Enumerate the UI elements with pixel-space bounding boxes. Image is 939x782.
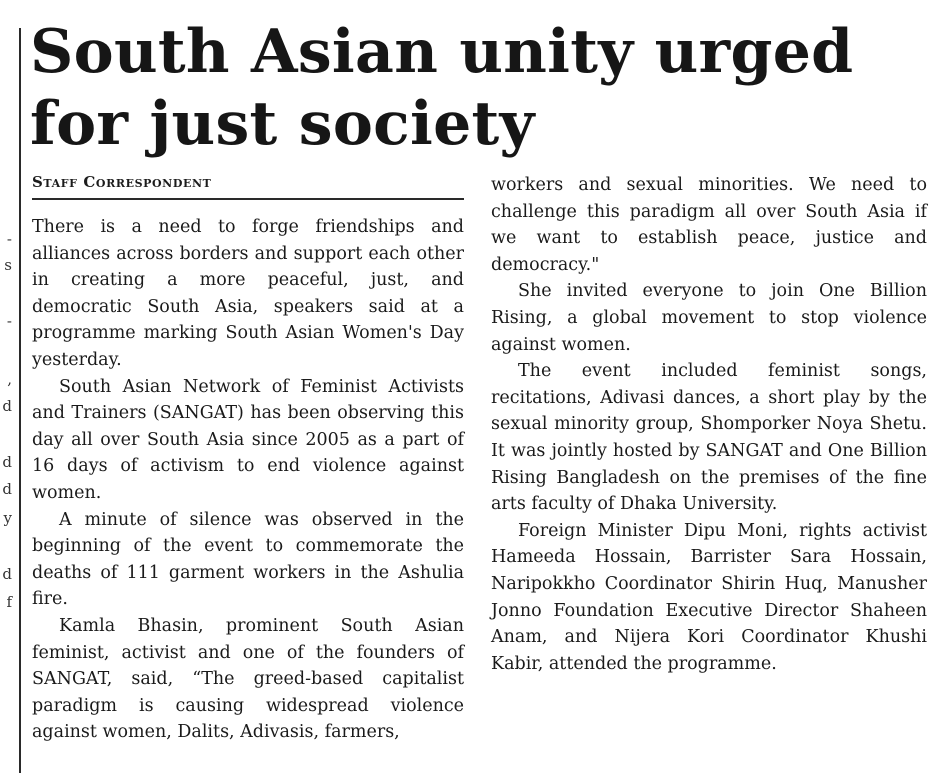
fragment: s — [4, 256, 12, 274]
adjacent-column-fragments — [0, 0, 14, 782]
article-column-2 — [491, 172, 927, 677]
fragment: y — [3, 509, 12, 527]
paragraph: Kamla Bhasin, prominent South Asian feminist, activist and one of the founders of SANGAT, said, “The greed-based capitalist paradigm is causing widespread violence against women, Dalits, Adivasis, farmers, — [32, 615, 464, 743]
paragraph: Foreign Minister Dipu Moni, rights activist Hameeda Hossain, Barrister Sara Hossain, Naripokkho Coordinator Shirin Huq, Manusher Jonno Foundation Executive Director Shaheen Anam, and Nijera Kori Coordinator Khushi Kabir, attended the programme. — [491, 520, 927, 674]
fragment: d — [2, 565, 12, 583]
fragment: d — [2, 480, 12, 498]
headline-line-2: for just society — [30, 89, 535, 159]
fragment: , — [7, 370, 12, 388]
fragment: - — [6, 230, 12, 248]
fragment: f — [6, 593, 12, 611]
paragraph: The event included feminist songs, recitations, Adivasi dances, a short play by the sexual minority group, Shomporker Noya Shetu. It was jointly hosted by SANGAT and One Billion Rising Bangladesh on the premises of the fine arts faculty of Dhaka University. — [491, 361, 927, 515]
byline: Staff Correspondent — [32, 173, 212, 191]
paragraph: There is a need to forge friendships and alliances across borders and support each other in creating a more peaceful, just, and democratic South Asia, speakers said at a programme marking South Asian Women's Day yesterday. — [32, 217, 464, 370]
paragraph: workers and sexual minorities. We need to challenge this paradigm all over South Asia if we want to establish peace, justice and democracy." — [491, 175, 927, 275]
paragraph: She invited everyone to join One Billion Rising, a global movement to stop violence against women. — [491, 281, 927, 355]
fragment: d — [2, 397, 12, 415]
headline-line-1: South Asian unity urged — [30, 17, 854, 87]
column-divider-rule — [19, 28, 21, 773]
paragraph: South Asian Network of Feminist Activists and Trainers (SANGAT) has been observing this day all over South Asia since 2005 as a part of 16 days of activism to end violence against women. — [32, 376, 464, 503]
fragment: d — [2, 453, 12, 471]
byline-rule — [32, 198, 464, 200]
article-column-1 — [32, 214, 464, 746]
paragraph: A minute of silence was observed in the beginning of the event to commemorate the deaths of 111 garment workers in the Ashulia fire. — [32, 509, 464, 610]
headline — [30, 16, 910, 160]
fragment: - — [6, 312, 12, 330]
